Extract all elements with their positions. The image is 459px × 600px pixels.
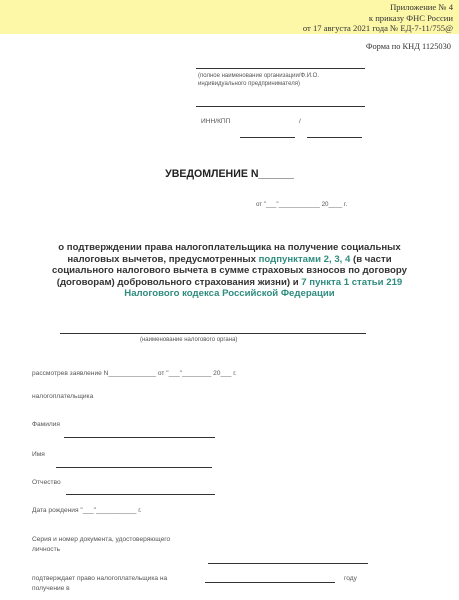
- org-caption: [198, 72, 319, 88]
- confirms-right-label-1: подтверждает право налогоплательщика на: [32, 575, 168, 582]
- org-caption-line-1: (полное наименование организации/Ф.И.О.: [198, 73, 320, 79]
- patronymic-label: Отчество: [32, 479, 61, 486]
- birthdate-field: Дата рождения "___"___________ г.: [32, 507, 142, 514]
- taxpayer-label: налогоплательщика: [32, 393, 94, 400]
- year-label: году: [344, 575, 357, 582]
- tax-authority-caption: (наименование налогового органа): [140, 337, 238, 343]
- form-code: Форма по КНД 1125030: [365, 42, 451, 51]
- link-tax-code-article[interactable]: 7 пункта 1 статьи 219 Налогового кодекса Российской Федерации: [124, 276, 403, 300]
- notice-title: УВЕДОМЛЕНИЕ N______: [165, 168, 294, 180]
- appendix-line-3: от 17 августа 2021 года № ЕД-7-11/755@: [302, 23, 453, 33]
- id-document-label-1: Серия и номер документа, удостоверяющего: [32, 536, 171, 543]
- surname-line: [64, 437, 215, 438]
- tax-authority-line: [60, 333, 366, 334]
- inn-separator: /: [299, 118, 301, 125]
- org-name-line-2: [196, 106, 365, 107]
- inn-label: ИНН/КПП: [201, 118, 231, 125]
- subject-text-1: о подтверждении права налогоплательщика на получение социальных налоговых вычетов, предусмотренных: [58, 242, 401, 265]
- link-subpoints[interactable]: подпунктами 2, 3, 4: [258, 253, 351, 265]
- org-name-line: [196, 68, 365, 69]
- org-caption-line-2: индивидуального предпринимателя): [198, 81, 300, 87]
- patronymic-line: [66, 494, 215, 495]
- notice-date: от "___"____________ 20____ г.: [256, 201, 348, 208]
- appendix-reference: [303, 2, 453, 34]
- id-document-label-2: личность: [32, 546, 61, 553]
- id-document-line: [208, 563, 368, 564]
- considered-application: рассмотрев заявление N_____________ от "___"________ 20___ г.: [32, 370, 237, 377]
- confirms-right-label-2: получение в: [32, 585, 70, 592]
- name-label: Имя: [32, 451, 45, 458]
- appendix-line-2: к приказу ФНС России: [368, 12, 453, 23]
- notice-subject: [48, 242, 411, 300]
- subject-text-2: (в части социального налогового вычета в сумме страховых взносов по договору (договорам) добровольного страхования жизни) и: [52, 253, 407, 288]
- kpp-line: [307, 137, 362, 138]
- name-line: [56, 467, 212, 468]
- surname-label: Фамилия: [32, 421, 60, 428]
- appendix-line-1: Приложение № 4: [390, 2, 453, 12]
- year-line: [205, 582, 335, 583]
- inn-line: [240, 137, 295, 138]
